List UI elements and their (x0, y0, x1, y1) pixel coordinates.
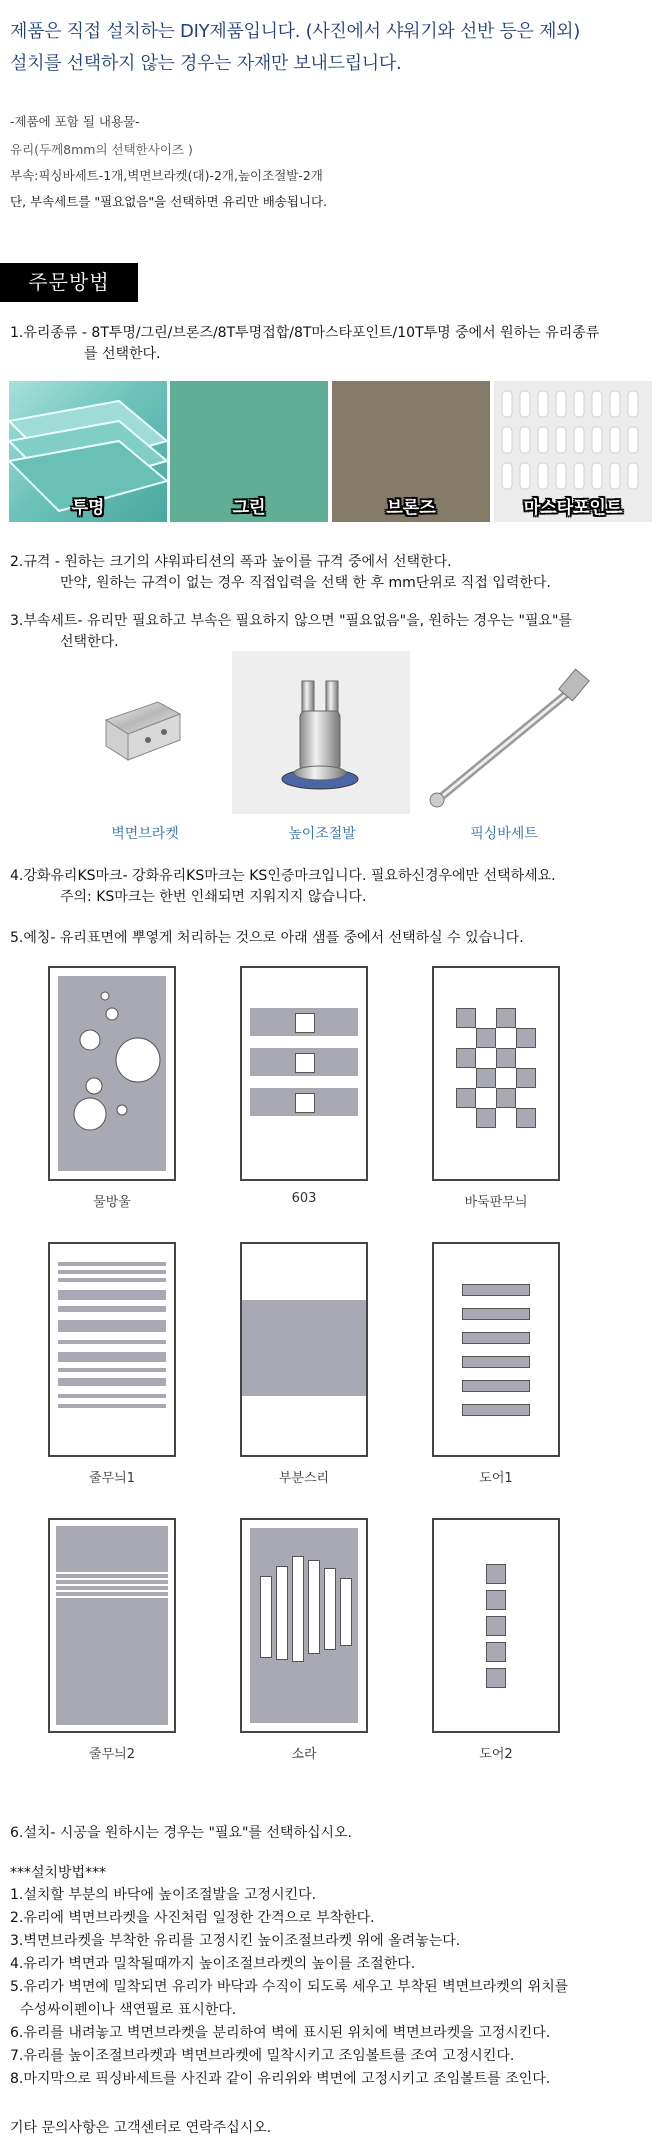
install-step-5-cont: 수성싸이펜이나 색연필로 표시한다. (20, 2002, 237, 2018)
glass-label-bronze: 브론즈 (386, 498, 436, 518)
pattern-label-checkerboard: 바둑판무늬 (464, 1195, 528, 1210)
accessory-label-bracket: 벽면브라켓 (111, 826, 179, 842)
pattern-door2 (432, 1518, 560, 1733)
step6-text: 6.설치- 시공을 원하시는 경우는 "필요"를 선택하십시오. (10, 1825, 352, 1841)
pattern-stripe1 (48, 1242, 176, 1457)
fixing-bar-set-image (425, 662, 595, 812)
pattern-label-603: 603 (291, 1191, 317, 1206)
pattern-partial-frost (240, 1242, 368, 1457)
glass-sample-clear (9, 381, 167, 522)
pattern-603 (240, 966, 368, 1181)
pattern-conch (240, 1518, 368, 1733)
footer-contact: 기타 문의사항은 고객센터로 연락주십시오. (10, 2120, 272, 2136)
step2-line1: 2.규격 - 원하는 크기의 샤워파티션의 폭과 높이를 규격 중에서 선택한다. (10, 554, 452, 570)
pattern-label-door1: 도어1 (479, 1471, 513, 1486)
height-adjuster-image (232, 651, 410, 814)
waterdrop-circles (50, 968, 174, 1179)
includes-parts: 부속:픽싱바세트-1개,벽면브라켓(대)-2개,높이조절발-2개 (10, 168, 323, 183)
glass-sample-green (170, 381, 328, 522)
install-step-5: 5.유리가 벽면에 밀착되면 유리가 바닥과 수직이 되도록 세우고 부착된 벽면브라켓의 위치를 (10, 1979, 569, 1995)
height-adjuster-illustration (232, 651, 410, 814)
install-step-2: 2.유리에 벽면브라켓을 사진처럼 일정한 간격으로 부착한다. (10, 1910, 375, 1926)
pattern-label-conch: 소라 (291, 1747, 317, 1762)
step1-line1: 1.유리종류 - 8T투명/그린/브론즈/8T투명접합/8T마스타포인트/10T투명 중에서 원하는 유리종류 (10, 325, 600, 341)
pattern-waterdrop (48, 966, 176, 1181)
step4-line1: 4.강화유리KS마크- 강화유리KS마크는 KS인증마크입니다. 필요하신경우에만 선택하세요. (10, 868, 556, 884)
step5-text: 5.에칭- 유리표면에 뿌옇게 처리하는 것으로 아래 샘플 중에서 선택하실 수 있습니다. (10, 930, 524, 946)
install-step-8: 8.마지막으로 픽싱바세트를 사진과 같이 유리위와 벽면에 고정시키고 조임볼트를 조인다. (10, 2071, 551, 2087)
notice-line-2: 설치를 선택하지 않는 경우는 자재만 보내드립니다. (10, 53, 402, 74)
pattern-label-door2: 도어2 (479, 1747, 513, 1762)
install-title: ***설치방법*** (10, 1865, 107, 1881)
step3-line2: 선택한다. (60, 634, 119, 650)
install-step-6: 6.유리를 내려놓고 벽면브라켓을 분리하여 벽에 표시된 위치에 벽면브라켓을 고정시킨다. (10, 2025, 551, 2041)
wall-bracket-image (88, 680, 198, 770)
pattern-label-waterdrop: 물방울 (93, 1195, 131, 1210)
pattern-stripe2 (48, 1518, 176, 1733)
step1-line2: 를 선택한다. (84, 346, 161, 362)
glass-sample-masterpoint (494, 381, 652, 522)
pattern-label-stripe1: 줄무늬1 (89, 1471, 135, 1486)
accessory-label-height: 높이조절발 (288, 826, 356, 842)
notice-line-1: 제품은 직접 설치하는 DIY제품입니다. (사진에서 샤워기와 선반 등은 제외) (10, 21, 580, 42)
includes-title: -제품에 포함 될 내용물- (10, 114, 140, 129)
glass-label-green: 그린 (232, 498, 266, 518)
install-step-7: 7.유리를 높이조절브라켓과 벽면브라켓에 밀착시키고 조임볼트를 조여 고정시킨다. (10, 2048, 515, 2064)
includes-note: 단, 부속세트를 "필요없음"을 선택하면 유리만 배송됩니다. (10, 194, 328, 209)
step4-line2: 주의: KS마크는 한번 인쇄되면 지워지지 않습니다. (60, 889, 367, 905)
glass-label-clear: 투명 (71, 498, 105, 518)
pattern-door1 (432, 1242, 560, 1457)
glass-sample-bronze (332, 381, 490, 522)
pattern-label-partial-frost: 부분스리 (278, 1471, 330, 1486)
install-step-3: 3.벽면브라켓을 부착한 유리를 고정시킨 높이조절브라켓 위에 올려놓는다. (10, 1933, 461, 1949)
install-step-1: 1.설치할 부분의 바닥에 높이조절발을 고정시킨다. (10, 1887, 317, 1903)
order-method-heading: 주문방법 (0, 263, 138, 302)
includes-glass: 유리(두께8mm의 선택한사이즈 ) (10, 142, 193, 157)
step3-line1: 3.부속세트- 유리만 필요하고 부속은 필요하지 않으면 "필요없음"을, 원하는 경우는 "필요"를 (10, 613, 573, 629)
glass-label-masterpoint: 마스타포인트 (523, 498, 623, 518)
pattern-checkerboard (432, 966, 560, 1181)
pattern-label-stripe2: 줄무늬2 (89, 1747, 135, 1762)
accessory-label-fixingbar: 픽싱바세트 (470, 826, 538, 842)
install-step-4: 4.유리가 벽면과 밀착될때까지 높이조절브라켓의 높이를 조절한다. (10, 1956, 416, 1972)
step2-line2: 만약, 원하는 규격이 없는 경우 직접입력을 선택 한 후 mm단위로 직접 입력한다. (60, 575, 551, 591)
